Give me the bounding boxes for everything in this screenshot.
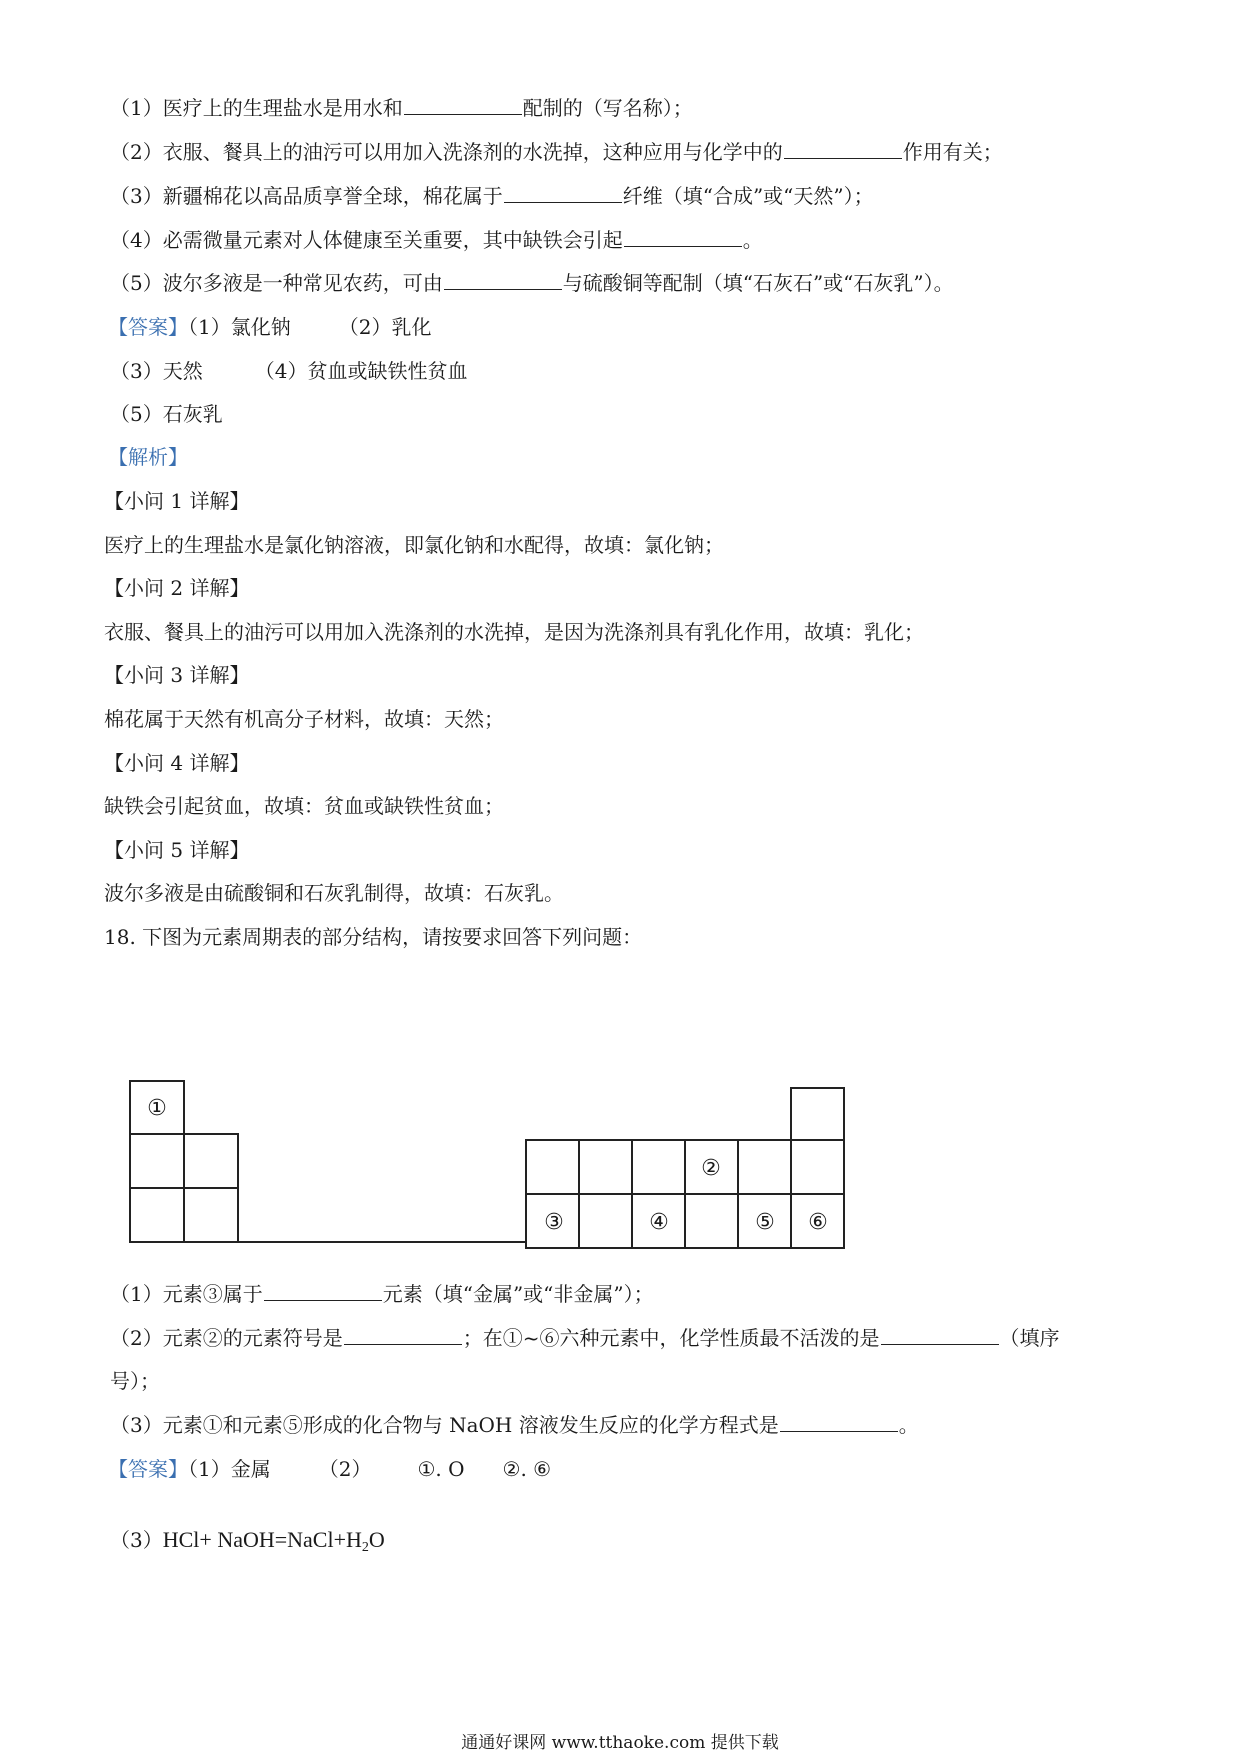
table-cell bbox=[130, 1134, 184, 1188]
table-cell bbox=[579, 1140, 632, 1194]
q18-sub1: （1）元素③属于 元素（填“金属”或“非金属”）； bbox=[110, 1282, 654, 1306]
element-mark-6: ⑥ bbox=[808, 1210, 828, 1235]
q17-answer-line3: （5）石灰乳 bbox=[110, 402, 223, 426]
q18-sub2-cont: 号）； bbox=[110, 1369, 160, 1393]
detail-text-2: 衣服、餐具上的油污可以用加入洗涤剂的水洗掉，是因为洗涤剂具有乳化作用，故填：乳化； bbox=[104, 620, 924, 644]
detail-heading-4: 【小问 4 详解】 bbox=[104, 751, 250, 775]
q17-answer-line2: （3）天然 （4）贫血或缺铁性贫血 bbox=[110, 359, 468, 383]
analysis-tag: 【解析】 bbox=[108, 445, 188, 469]
q18-sub3: （3）元素①和元素⑤形成的化合物与 NaOH 溶液发生反应的化学方程式是 。 bbox=[110, 1413, 919, 1437]
answer-tag: 【答案】 bbox=[108, 1457, 188, 1481]
table-cell bbox=[184, 1134, 238, 1188]
q17-sub5: （5）波尔多液是一种常见农药，可由 与硫酸铜等配制（填“石灰石”或“石灰乳”）。 bbox=[110, 271, 954, 295]
q18-sub2: （2）元素②的元素符号是 ；在①~⑥六种元素中，化学性质最不活泼的是 （填序 bbox=[110, 1326, 1060, 1350]
table-cell bbox=[791, 1088, 844, 1140]
table-cell bbox=[579, 1194, 632, 1248]
table-cell bbox=[130, 1188, 184, 1242]
table-cell bbox=[738, 1140, 791, 1194]
table-cell bbox=[526, 1140, 579, 1194]
table-cell bbox=[184, 1188, 238, 1242]
element-mark-5: ⑤ bbox=[755, 1210, 775, 1235]
element-mark-3: ③ bbox=[544, 1210, 564, 1235]
detail-heading-1: 【小问 1 详解】 bbox=[104, 489, 250, 513]
q17-sub3: （3）新疆棉花以高品质享誉全球，棉花属于 纤维（填“合成”或“天然”）； bbox=[110, 184, 874, 208]
q18-answer-line1: 【答案】（1）金属 （2） ①. O ②. ⑥ bbox=[108, 1457, 552, 1481]
detail-heading-2: 【小问 2 详解】 bbox=[104, 576, 250, 600]
q17-answer-line1: 【答案】（1）氯化钠 （2）乳化 bbox=[108, 315, 432, 339]
detail-heading-3: 【小问 3 详解】 bbox=[104, 663, 250, 687]
q17-sub1: （1）医疗上的生理盐水是用水和 配制的（写名称）； bbox=[110, 96, 693, 120]
page-footer: 通通好课网 www.tthaoke.com 提供下载 bbox=[461, 1733, 779, 1753]
detail-text-3: 棉花属于天然有机高分子材料，故填：天然； bbox=[104, 707, 504, 731]
table-cell bbox=[791, 1140, 844, 1194]
answer-blank bbox=[344, 1324, 462, 1345]
answer-blank bbox=[264, 1280, 382, 1301]
table-cell bbox=[632, 1140, 685, 1194]
detail-text-4: 缺铁会引起贫血，故填：贫血或缺铁性贫血； bbox=[104, 794, 504, 818]
detail-text-5: 波尔多液是由硫酸铜和石灰乳制得，故填：石灰乳。 bbox=[104, 881, 564, 905]
answer-tag: 【答案】 bbox=[108, 315, 188, 339]
q18-title: 18. 下图为元素周期表的部分结构，请按要求回答下列问题： bbox=[104, 925, 643, 949]
answer-blank bbox=[881, 1324, 999, 1345]
answer-blank bbox=[780, 1411, 898, 1432]
table-cell bbox=[685, 1194, 738, 1248]
detail-text-1: 医疗上的生理盐水是氯化钠溶液，即氯化钠和水配得，故填：氯化钠； bbox=[104, 533, 724, 557]
q18-answer-line2: $(3)HCl+ NaOH=NaCl+H_2O$ bbox=[110, 1527, 385, 1555]
element-mark-2: ② bbox=[701, 1156, 721, 1181]
chemical-equation: $HCl+ NaOH=NaCl+H_2O$ bbox=[162, 1527, 385, 1555]
q17-sub2: （2）衣服、餐具上的油污可以用加入洗涤剂的水洗掉，这种应用与化学中的 作用有关； bbox=[110, 140, 1003, 164]
q17-sub4: （4）必需微量元素对人体健康至关重要，其中缺铁会引起 。 bbox=[110, 228, 763, 252]
detail-heading-5: 【小问 5 详解】 bbox=[104, 838, 250, 862]
element-mark-1: ① bbox=[147, 1096, 167, 1121]
element-mark-4: ④ bbox=[649, 1210, 669, 1235]
